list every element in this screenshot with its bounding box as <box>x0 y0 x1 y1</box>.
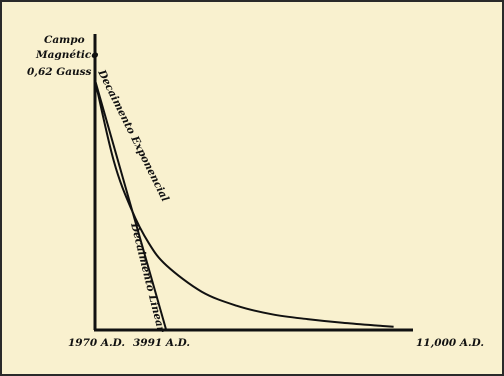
series-label-linear: Decaimento Linear <box>128 221 167 334</box>
y-axis-label-line-3: 0,62 Gauss <box>27 66 92 78</box>
y-axis-label-line-2: Magnético <box>36 49 99 61</box>
x-tick-label-1970: 1970 A.D. <box>68 337 126 349</box>
x-tick-label-3991: 3991 A.D. <box>133 337 191 349</box>
series-label-exponential: Decaimento Exponencial <box>95 67 172 204</box>
x-tick-label-11000: 11,000 A.D. <box>416 337 485 349</box>
y-axis-label-line-1: Campo <box>44 34 85 46</box>
